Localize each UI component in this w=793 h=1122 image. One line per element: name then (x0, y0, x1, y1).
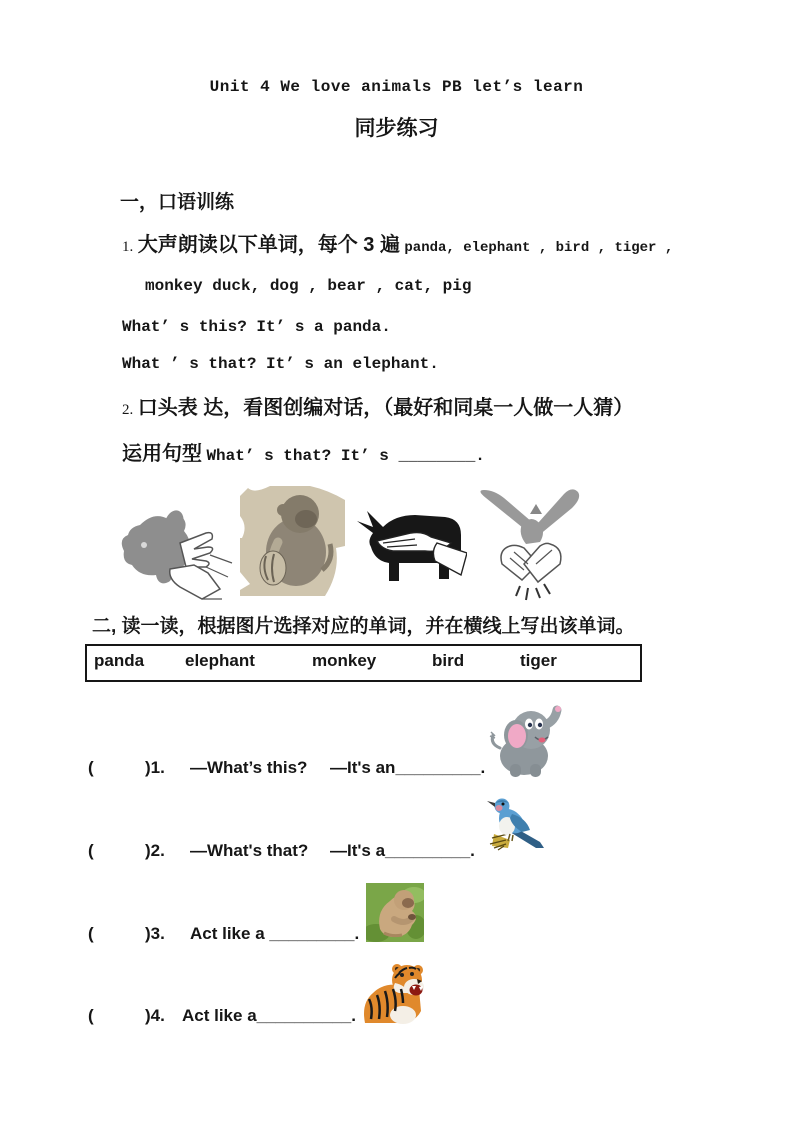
dialog-line-1: What’ s this? It’ s a panda. (122, 318, 391, 336)
word-bank (85, 644, 642, 682)
pattern-label: 运用句型 (122, 443, 202, 465)
word-bank-item: panda (94, 651, 145, 670)
question-number: )2. (145, 841, 165, 860)
item1-instruction: 大声朗读以下单词，每个 3 遍 (137, 234, 400, 256)
dialog-line-2: What ’ s that? It’ s an elephant. (122, 355, 439, 373)
hand-shadow-bird-image (470, 488, 590, 603)
hand-shadow-bull-image (353, 503, 467, 591)
question-text: Act like a _________. (190, 924, 360, 943)
item2-instruction: 口头表 达，看图创编对话，（最好和同桌一人做一人猜） (137, 397, 634, 419)
answer-paren: ( (88, 758, 94, 777)
answer-paren: ( (88, 1006, 94, 1025)
question-text: —What's that? (190, 841, 309, 860)
section1-heading: 一，口语训练 (120, 192, 235, 213)
word-bank-item: tiger (520, 651, 557, 670)
section1-item1 (122, 228, 673, 257)
monkey-sepia-image (240, 486, 345, 596)
item1-words-line1: panda, elephant , bird , tiger , (404, 240, 674, 256)
item1-words-line2: monkey duck, dog , bear , cat, pig (145, 277, 472, 295)
question-text: Act like a__________. (182, 1006, 356, 1025)
tiger-image (361, 961, 429, 1025)
answer-paren: ( (88, 924, 94, 943)
question-number: )1. (145, 758, 165, 777)
question-text: —What’s this? (190, 758, 308, 777)
blue-bird-image (486, 796, 548, 853)
item1-number: 1. (122, 239, 134, 255)
section1-item2 (122, 391, 633, 420)
section2-heading: 二, 读一读，根据图片选择对应的单词，并在横线上写出该单词。 (92, 616, 635, 637)
word-bank-item: elephant (185, 651, 255, 670)
word-bank-item: monkey (312, 651, 377, 670)
hand-shadow-dog-image (110, 503, 237, 601)
cartoon-elephant-image (486, 702, 564, 778)
sentence-pattern-line (122, 437, 485, 466)
answer-blank: —It's a_________. (330, 841, 475, 860)
question-number: )4. (145, 1006, 165, 1025)
monkey-photo-image (366, 883, 424, 942)
pattern-text: What’ s that? It’ s ________. (206, 447, 485, 465)
answer-paren: ( (88, 841, 94, 860)
answer-blank: —It's an_________. (330, 758, 486, 777)
item2-number: 2. (122, 402, 134, 418)
word-bank-item: bird (432, 651, 465, 670)
page-title: Unit 4 We love animals PB let’s learn (209, 78, 584, 96)
question-row-2 (0, 841, 793, 865)
page-subtitle: 同步练习 (354, 117, 439, 140)
question-row-1 (0, 758, 793, 782)
question-number: )3. (145, 924, 165, 943)
